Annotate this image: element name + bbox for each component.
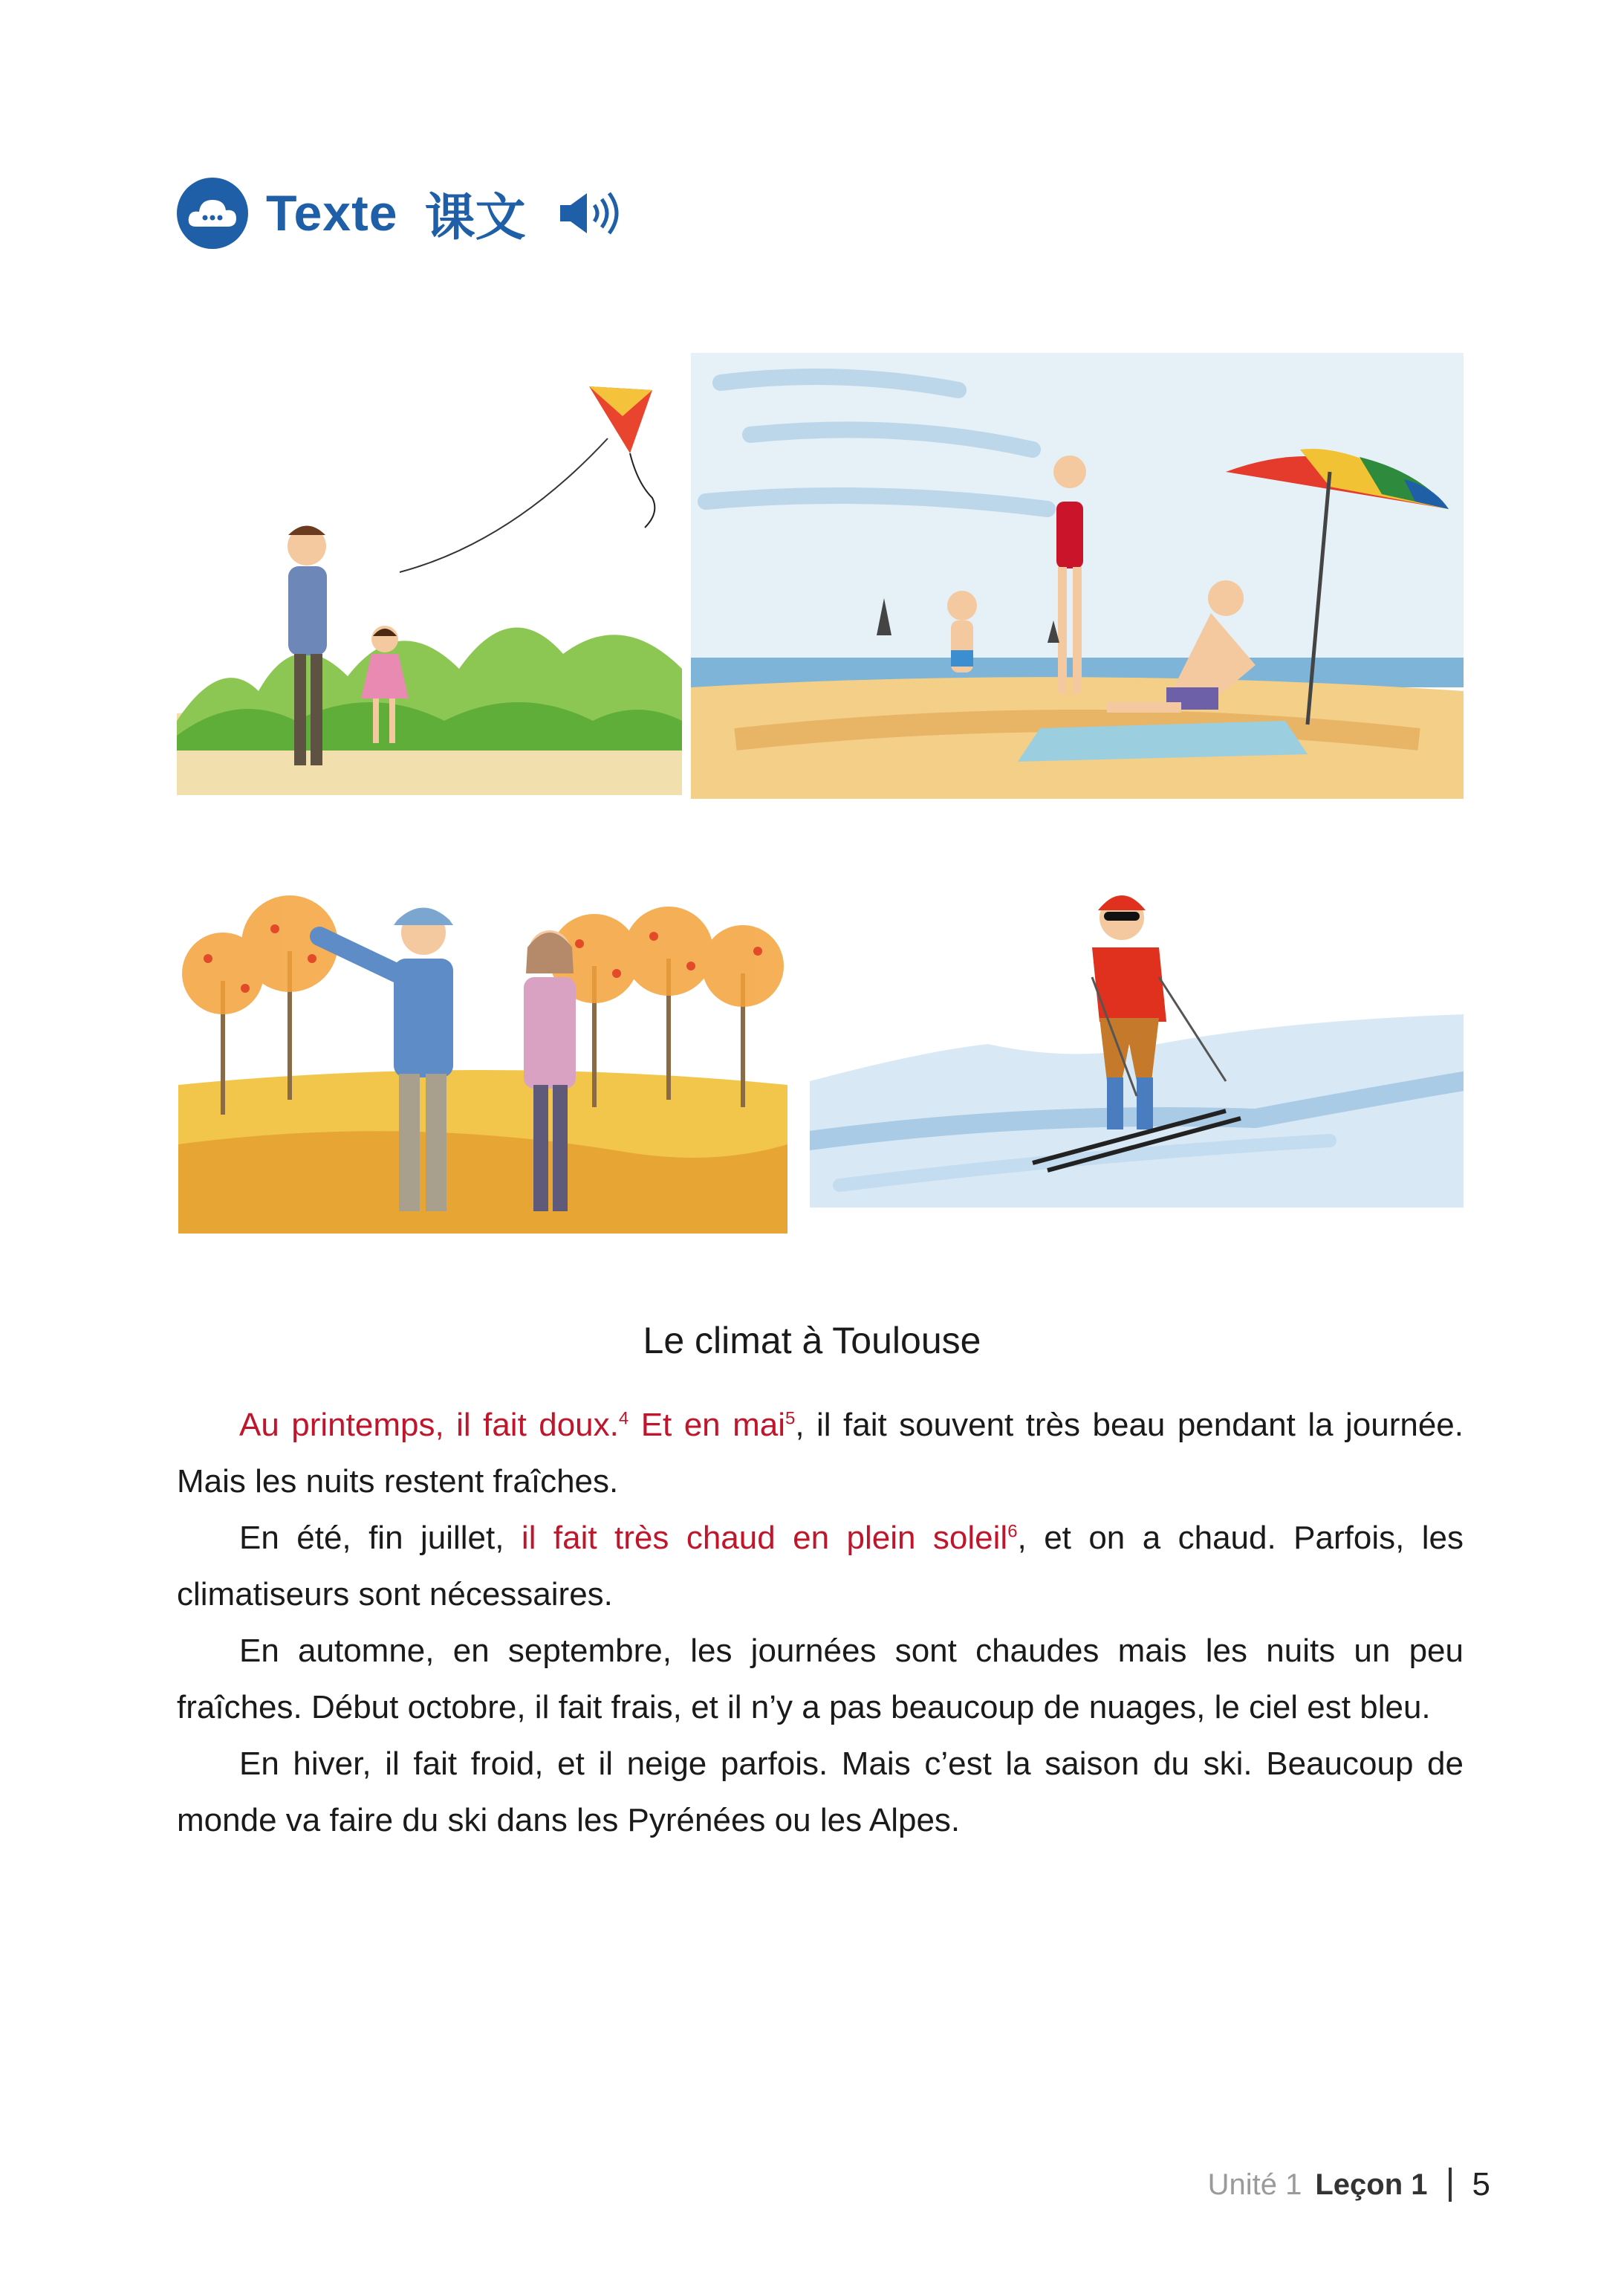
section-header	[177, 172, 624, 254]
footer-lesson: Leçon 1	[1315, 2168, 1428, 2201]
paragraph-winter: En hiver, il fait froid, et il neige parfois. Mais c’est la saison du ski. Beaucoup de monde va faire du ski dans les Pyrénées ou les Alpes.	[177, 1745, 1464, 1838]
summer-beach-illustration	[691, 353, 1464, 799]
autumn-walk-illustration	[178, 862, 787, 1234]
section-title-chinese: 课文	[424, 188, 526, 247]
chat-cloud-icon	[177, 178, 248, 249]
paragraph-text: En été, fin juillet,	[239, 1520, 522, 1556]
speaker-icon[interactable]	[557, 187, 624, 239]
paragraph-text: , il fait souvent très beau pendant la journée. Mais les nuits restent fraîches.	[177, 1407, 1464, 1500]
winter-ski-illustration	[810, 873, 1464, 1208]
paragraph-spring	[177, 1397, 1464, 1510]
page-footer	[1208, 2166, 1490, 2203]
footnote-marker: 6	[1007, 1521, 1018, 1542]
paragraph-summer	[177, 1510, 1464, 1623]
highlight-phrase: Et en mai	[629, 1407, 785, 1443]
paragraph-autumn: En automne, en septembre, les journées sont chaudes mais les nuits un peu fraîches. Début octobre, il fait frais, et il n’y a pas beaucoup de nuages, le ciel est bleu.	[177, 1633, 1464, 1725]
footnote-marker: 5	[785, 1408, 796, 1429]
footnote-marker: 4	[618, 1408, 629, 1429]
text-title: Le climat à Toulouse	[643, 1320, 981, 1361]
page-number: 5	[1472, 2166, 1490, 2202]
spring-kite-illustration	[177, 372, 682, 795]
paragraph-text: , et on a chaud. Parfois, les climatiseurs sont nécessaires.	[177, 1520, 1464, 1612]
footer-divider	[1449, 2168, 1452, 2202]
highlight-phrase: il fait très chaud en plein soleil	[521, 1520, 1008, 1556]
section-title: Texte	[266, 185, 398, 242]
footer-unit: Unité 1	[1207, 2168, 1302, 2201]
text-body	[177, 1397, 1464, 1849]
highlight-phrase: Au printemps, il fait doux.	[239, 1407, 619, 1443]
